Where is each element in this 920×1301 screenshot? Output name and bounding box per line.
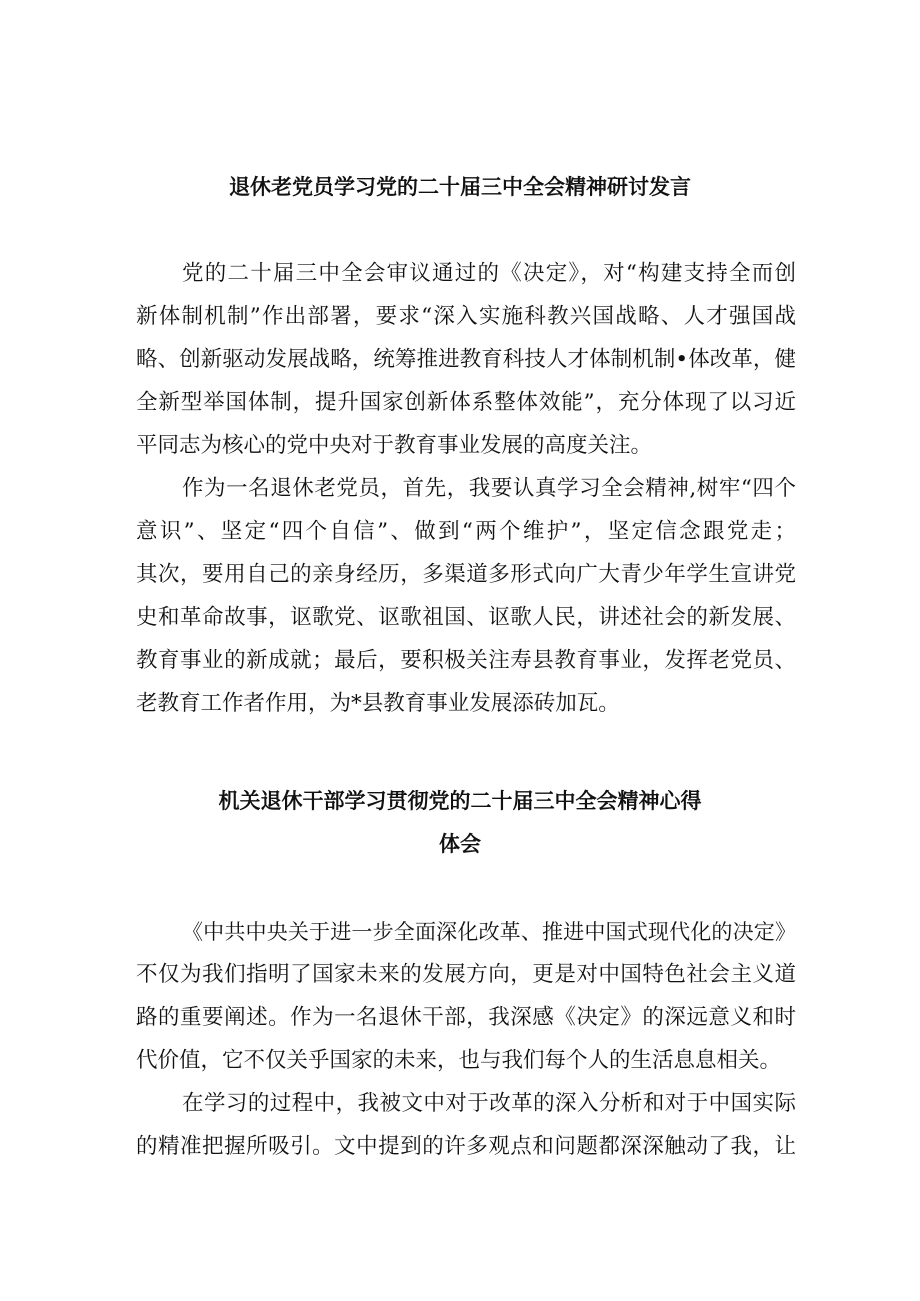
section1-title: 退休老党员学习党的二十届三中全会精神研讨发言 [229,175,691,199]
paragraph-line: 意识”、坚定“四个自信”、做到“两个维护”，坚定信念跟党走； [136,519,796,544]
paragraph-line: 其次，要用自己的亲身经历，多渠道多形式向广大青少年学生宣讲党 [136,562,796,587]
section2-title-line-1: 机关退休干部学习贯彻党的二十届三中全会精神心得 [218,789,702,813]
section2-paragraph-2 [136,1082,796,1168]
paragraph-line: 代价值，它不仅关乎国家的未来，也与我们每个人的生活息息相关。 [136,1048,782,1073]
paragraph-line: 史和革命故事，讴歌党、讴歌祖国、讴歌人民，讲述社会的新发展、 [136,605,796,630]
paragraph-line: 党的二十届三中全会审议通过的《决定》，对“构建支持全而创 [182,261,796,286]
paragraph-line: 老教育工作者作用，为*县教育事业发展添砖加瓦。 [136,691,620,716]
paragraph-line: 略、创新驱动发展战略，统筹推进教育科技人才体制机制•体改革，健 [136,347,796,372]
section2-title-line-2: 体会 [439,832,481,856]
section1-paragraph-1 [136,252,796,467]
paragraph-line: 的精准把握所吸引。文中提到的许多观点和问题都深深触动了我，让 [136,1134,796,1159]
paragraph-line: 作为一名退休老党员，首先，我要认真学习全会精神,树牢“四个 [182,476,796,501]
paragraph-line: 在学习的过程中，我被文中对于改革的深入分析和对于中国实际 [182,1091,796,1116]
section2-paragraph-1 [136,910,796,1082]
paragraph-line: 全新型举国体制，提升国家创新体系整体效能”，充分体现了以习近 [136,390,796,415]
section1-paragraph-2 [136,467,796,725]
paragraph-line: 不仅为我们指明了国家未来的发展方向，更是对中国特色社会主义道 [136,962,796,987]
paragraph-line: 路的重要阐述。作为一名退休干部，我深感《决定》的深远意义和时 [136,1005,796,1030]
paragraph-line: 《中共中央关于进一步全面深化改革、推进中国式现代化的决定》 [182,919,796,944]
paragraph-line: 新体制机制”作出部署，要求“深入实施科教兴国战略、人才强国战 [136,304,796,329]
paragraph-line: 教育事业的新成就；最后，要积极关注寿县教育事业，发挥老党员、 [136,648,796,673]
paragraph-line: 平同志为核心的党中央对于教育事业发展的高度关注。 [136,433,653,458]
